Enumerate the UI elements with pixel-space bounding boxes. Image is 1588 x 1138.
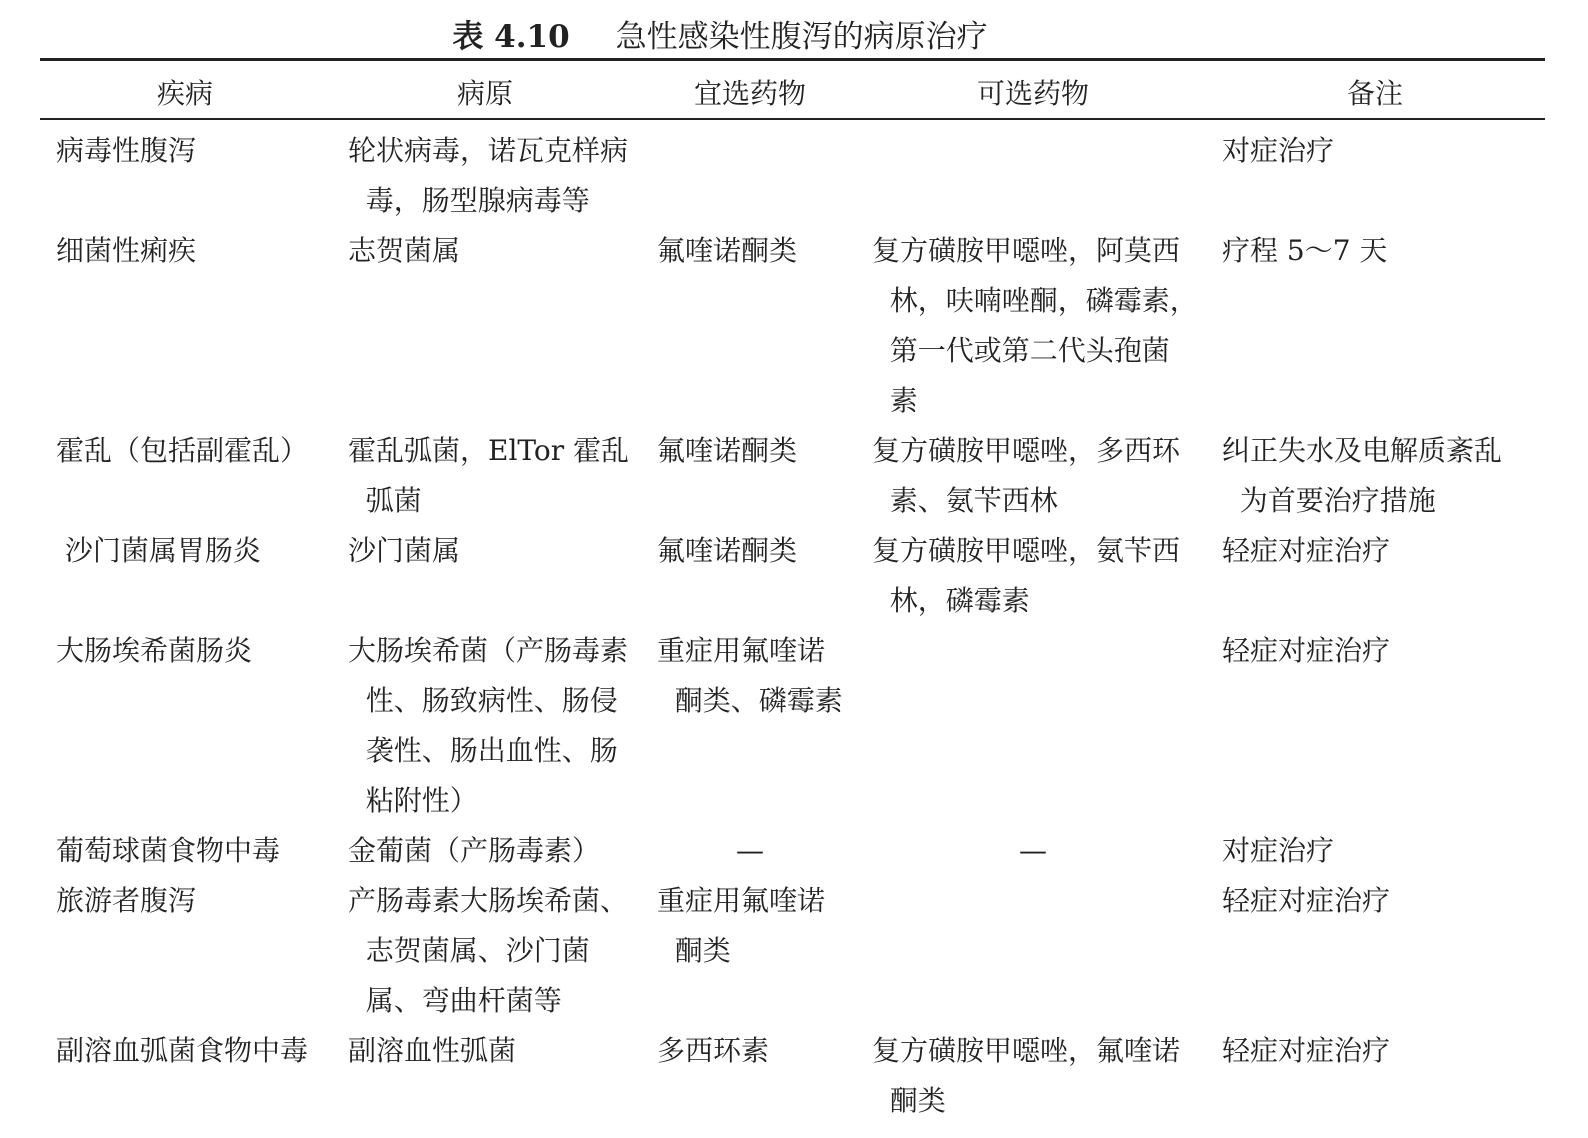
preferred-drug-cell — [640, 826, 860, 876]
header-disease: 疾病 — [156, 77, 213, 110]
cell-line: 为首要治疗措施 — [1222, 484, 1436, 517]
note-cell — [1222, 626, 1542, 676]
disease-cell — [56, 426, 336, 476]
cell-line: 氟喹诺酮类 — [657, 534, 798, 567]
cell-line: 志贺菌属、沙门菌 — [348, 934, 590, 967]
preferred-drug-cell — [657, 226, 857, 276]
cell-line: 疗程 5～7 天 — [1222, 234, 1388, 267]
alternative-drug-cell — [872, 526, 1202, 626]
preferred-drug-cell — [657, 1026, 857, 1076]
note-cell — [1222, 876, 1542, 926]
top-rule — [40, 58, 1545, 61]
cell-line: — — [736, 834, 764, 867]
cell-line: 性、肠致病性、肠侵 — [348, 684, 618, 717]
cell-line: 袭性、肠出血性、肠 — [348, 734, 618, 767]
pathogen-cell — [348, 226, 633, 276]
disease-cell — [56, 626, 336, 676]
cell-line: 纠正失水及电解质紊乱 — [1222, 434, 1503, 467]
cell-line: 复方磺胺甲噁唑，氟喹诺 — [872, 1034, 1181, 1067]
cell-line: 副溶血性弧菌 — [348, 1034, 517, 1067]
pathogen-cell — [348, 826, 633, 876]
cell-line: 酮类 — [872, 1084, 946, 1117]
cell-line: 轻症对症治疗 — [1222, 884, 1391, 917]
cell-line: 重症用氟喹诺 — [657, 634, 826, 667]
cell-line: 弧菌 — [348, 484, 422, 517]
cell-line: 产肠毒素大肠埃希菌、 — [348, 884, 629, 917]
cell-line: 素 — [872, 384, 918, 417]
cell-line: 沙门菌属 — [348, 534, 461, 567]
header-preferred-drug: 宜选药物 — [693, 77, 806, 110]
cell-line: 对症治疗 — [1222, 834, 1335, 867]
cell-line: 重症用氟喹诺 — [657, 884, 826, 917]
pathogen-cell — [348, 1026, 633, 1076]
cell-line: 素、氨苄西林 — [872, 484, 1058, 517]
cell-line: 金葡菌（产肠毒素） — [348, 834, 601, 867]
cell-line: 葡萄球菌食物中毒 — [56, 834, 281, 867]
disease-cell — [56, 876, 336, 926]
cell-line: 毒，肠型腺病毒等 — [348, 184, 590, 217]
cell-line: 属、弯曲杆菌等 — [348, 984, 562, 1017]
cell-line: 复方磺胺甲噁唑，阿莫西 — [872, 234, 1181, 267]
preferred-drug-cell — [657, 526, 857, 576]
cell-line: 复方磺胺甲噁唑，多西环 — [872, 434, 1181, 467]
cell-line: 旅游者腹泻 — [56, 884, 197, 917]
cell-line: 轮状病毒，诺瓦克样病 — [348, 134, 629, 167]
alternative-drug-cell — [868, 826, 1198, 876]
pathogen-cell — [348, 126, 633, 226]
cell-line: 多西环素 — [657, 1034, 770, 1067]
header-pathogen: 病原 — [456, 77, 513, 110]
header-alternative-drug: 可选药物 — [976, 77, 1089, 110]
note-cell — [1222, 226, 1542, 276]
cell-line: 沙门菌属胃肠炎 — [56, 534, 261, 567]
cell-line: 第一代或第二代头孢菌 — [872, 334, 1170, 367]
cell-line: 酮类、磷霉素 — [657, 684, 843, 717]
header-note: 备注 — [1346, 77, 1403, 110]
alternative-drug-cell — [872, 1026, 1202, 1126]
cell-line: 林，磷霉素 — [872, 584, 1030, 617]
disease-cell — [56, 1026, 336, 1076]
cell-line: 轻症对症治疗 — [1222, 534, 1391, 567]
pathogen-cell — [348, 426, 633, 526]
cell-line: 轻症对症治疗 — [1222, 1034, 1391, 1067]
disease-cell — [56, 826, 336, 876]
cell-line: 氟喹诺酮类 — [657, 434, 798, 467]
note-cell — [1222, 426, 1542, 526]
cell-line: 林，呋喃唑酮，磷霉素， — [872, 284, 1198, 317]
cell-line: 酮类 — [657, 934, 731, 967]
header-rule — [40, 118, 1545, 120]
table-title — [0, 14, 1440, 60]
pathogen-cell — [348, 626, 633, 826]
note-cell — [1222, 526, 1542, 576]
cell-line: 志贺菌属 — [348, 234, 461, 267]
disease-cell — [56, 226, 336, 276]
preferred-drug-cell — [657, 426, 857, 476]
preferred-drug-cell — [657, 626, 857, 726]
cell-line: 粘附性） — [348, 784, 478, 817]
alternative-drug-cell — [872, 226, 1202, 426]
disease-cell — [56, 526, 336, 576]
disease-cell — [56, 126, 336, 176]
cell-line: 大肠埃希菌（产肠毒素 — [348, 634, 629, 667]
cell-line: 霍乱（包括副霍乱） — [56, 434, 309, 467]
pathogen-cell — [348, 526, 633, 576]
cell-line: 复方磺胺甲噁唑，氨苄西 — [872, 534, 1181, 567]
note-cell — [1222, 126, 1542, 176]
note-cell — [1222, 826, 1542, 876]
cell-line: 轻症对症治疗 — [1222, 634, 1391, 667]
cell-line: 病毒性腹泻 — [56, 134, 197, 167]
table-number: 表 4.10 — [452, 19, 570, 55]
cell-line: — — [1019, 834, 1047, 867]
note-cell — [1222, 1026, 1542, 1076]
cell-line: 细菌性痢疾 — [56, 234, 197, 267]
cell-line: 氟喹诺酮类 — [657, 234, 798, 267]
cell-line: 大肠埃希菌肠炎 — [56, 634, 253, 667]
alternative-drug-cell — [872, 426, 1202, 526]
cell-line: 霍乱弧菌，ElTor 霍乱 — [348, 434, 630, 467]
pathogen-cell — [348, 876, 633, 1026]
table-caption: 急性感染性腹泻的病原治疗 — [615, 19, 988, 55]
preferred-drug-cell — [657, 876, 857, 976]
cell-line: 副溶血弧菌食物中毒 — [56, 1034, 309, 1067]
cell-line: 对症治疗 — [1222, 134, 1335, 167]
